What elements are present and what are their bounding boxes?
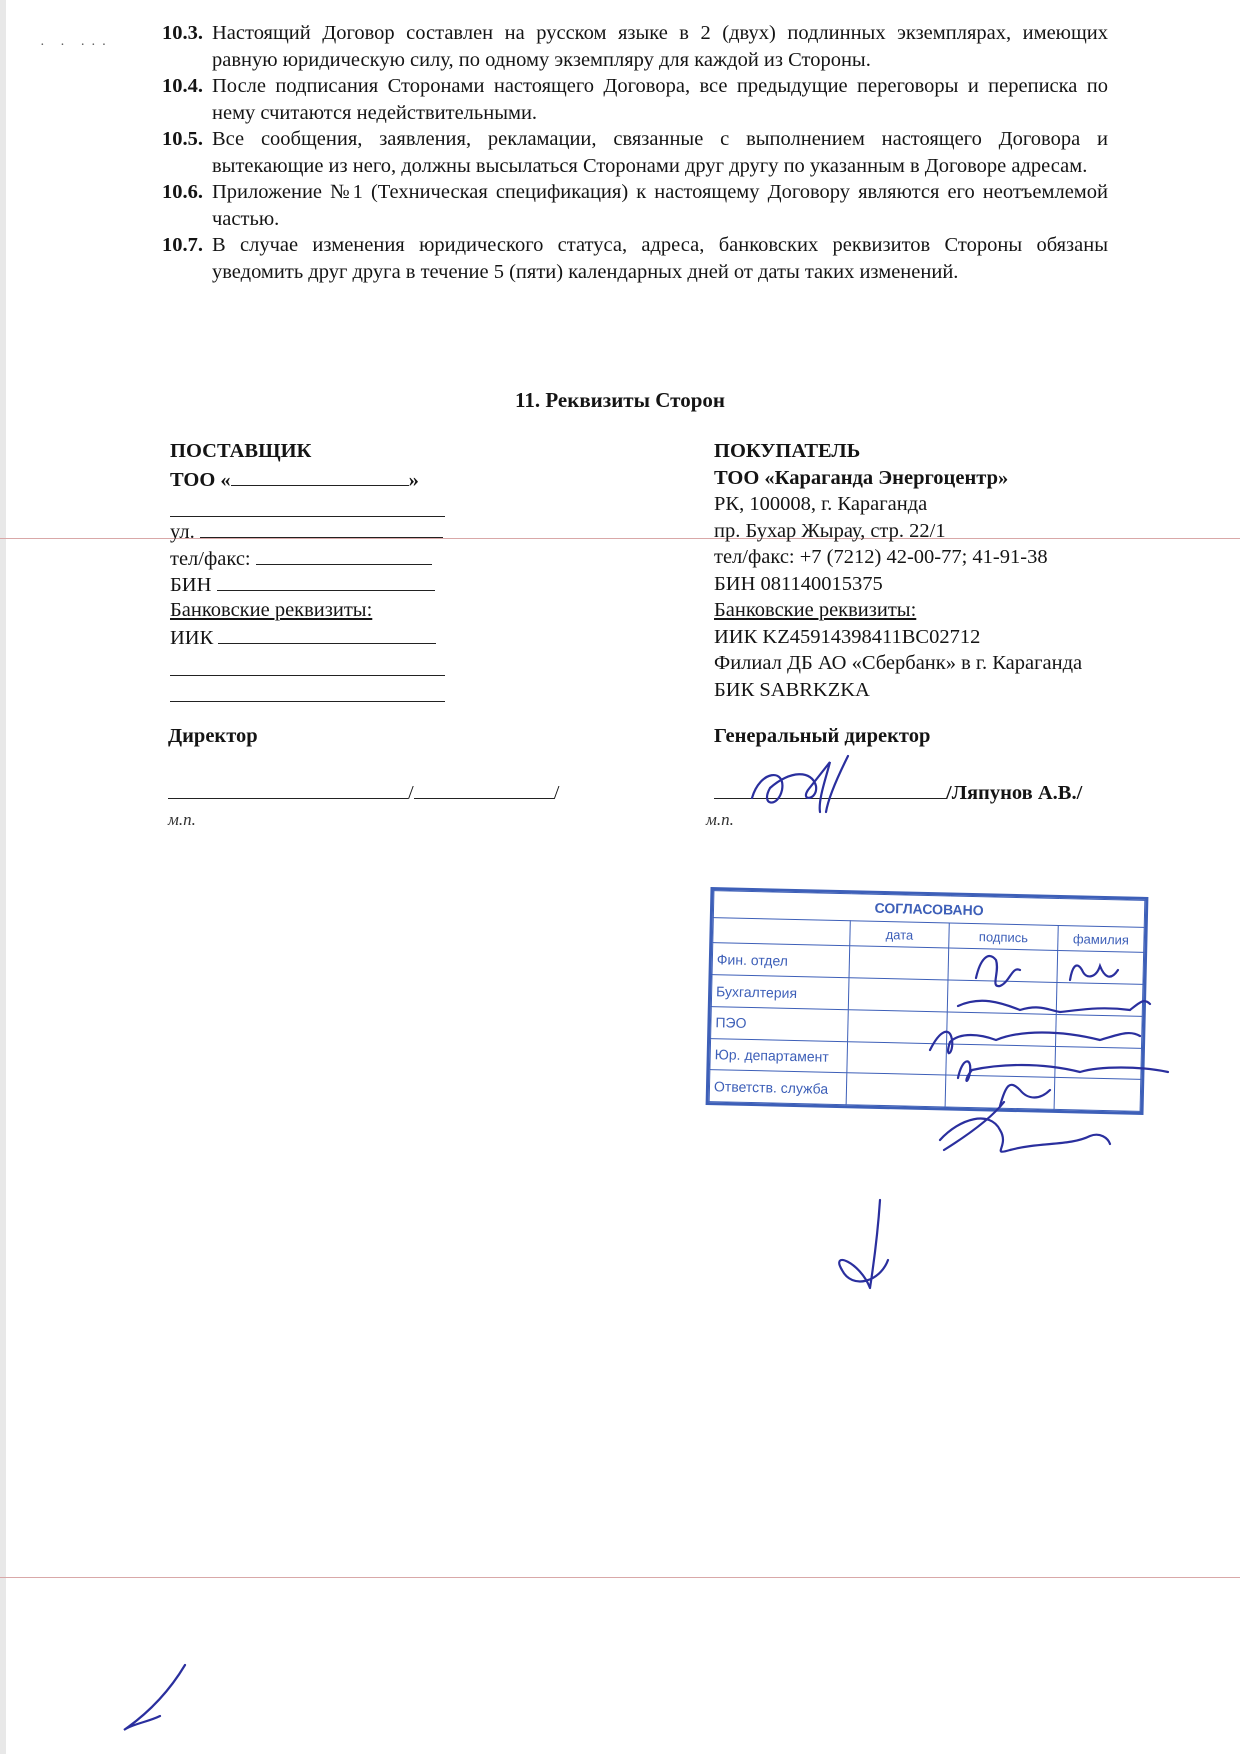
corner-initial [124,1665,185,1730]
buyer-address2: пр. Бухар Жырау, стр. 22/1 [714,519,946,542]
supplier-phone-line [170,544,470,571]
scan-edge [0,0,6,1754]
supplier-phone-blank [256,544,432,565]
stamp-row-label: ПЭО [711,1006,849,1041]
section-title: 11. Реквизиты Сторон [515,388,725,412]
guide-line-bottom [0,1577,1240,1578]
scan-marks: · · ··· [40,38,113,53]
stamp-header-blank [713,918,851,946]
stamp-header-signature: подпись [949,923,1059,951]
approval-stamp [706,887,1149,1115]
buyer-bin: БИН 081140015375 [714,572,883,595]
supplier-name-prefix: ТОО « [170,468,231,491]
supplier-iik-line [170,623,470,650]
supplier-stamp-place: м.п. [168,810,196,829]
clause-text: В случае изменения юридического статуса, адреса, банковских реквизитов Стороны обязаны уведомить друг друга в течение 5 (пяти) календарных дней от даты таких изменений. [212,234,1108,283]
clause-10-7 [162,232,1108,285]
clause-10-4 [162,73,1108,126]
clause-number: 10.7. [162,234,203,256]
clause-number: 10.6. [162,181,203,203]
signature-blank [168,778,408,799]
supplier-bin-label: БИН [170,574,212,596]
approval-stamp-title: СОГЛАСОВАНО [713,891,1145,928]
buyer-name: ТОО «Караганда Энергоцентр» [714,466,1009,489]
buyer-stamp-place: м.п. [706,810,734,829]
stamp-row-label: Юр. департамент [710,1038,848,1073]
stamp-row-label: Фин. отдел [712,943,850,978]
buyer-signer-title: Генеральный директор [714,725,931,747]
initial-mark [839,1200,888,1288]
stamp-row-label: Ответств. служба [709,1070,847,1105]
clause-number: 10.3. [162,22,203,44]
clause-text: Все сообщения, заявления, рекламации, связанные с выполнением настоящего Договора и вытекающие из него, должны высылаться Сторонами друг другу по указанным в Договоре адресам. [212,128,1108,177]
buyer-signature-line [714,778,1082,805]
supplier-bin-line [170,570,470,597]
contract-clauses [162,20,1108,285]
supplier-iik-label: ИИК [170,627,214,649]
buyer-phone: тел/факс: +7 (7212) 42-00-77; 41-91-38 [714,546,1048,568]
buyer-bank: Филиал ДБ АО «Сбербанк» в г. Караганда [714,652,1083,674]
clause-text: Приложение №1 (Техническая спецификация) к настоящему Договору являются его неотъемлемой частью. [212,181,1108,230]
clause-text: Настоящий Договор составлен на русском языке в 2 (двух) подлинных экземплярах, имеющих равную юридическую силу, по одному экземпляру для каждой из Стороны. [212,22,1108,71]
signature-blank [714,778,946,799]
clause-10-3 [162,20,1108,73]
buyer-address1: РК, 100008, г. Караганда [714,493,928,515]
stamp-header-date: дата [850,921,950,948]
name-blank [414,778,554,799]
clause-10-5 [162,126,1108,179]
supplier-street-label: ул. [170,521,195,543]
clause-text: После подписания Сторонами настоящего Договора, все предыдущие переговоры и переписка по нему считаются недействительными. [212,75,1108,124]
stamp-header-surname: фамилия [1058,926,1145,953]
supplier-blank-line [170,676,445,702]
supplier-bin-blank [217,570,435,591]
supplier-details [170,438,470,702]
buyer-signer-name: /Ляпунов А.В./ [946,782,1083,804]
supplier-phone-label: тел/факс: [170,547,251,570]
supplier-street-line [170,517,470,544]
supplier-street-blank [200,517,443,538]
supplier-name-suffix: » [408,468,419,491]
supplier-role: ПОСТАВЩИК [170,440,312,462]
buyer-details [714,438,1144,703]
supplier-blank-line [170,491,445,517]
stamp-row-label: Бухгалтерия [711,975,849,1010]
buyer-bik: БИК SABRKZKA [714,678,870,701]
supplier-iik-blank [218,623,436,644]
supplier-signature-line: / / [168,778,559,805]
supplier-bank-label: Банковские реквизиты: [170,598,373,621]
supplier-name-blank [231,465,409,486]
supplier-name-line [170,465,470,492]
clause-number: 10.4. [162,75,203,97]
clause-number: 10.5. [162,128,203,150]
buyer-iik: ИИК KZ45914398411BC02712 [714,625,981,648]
supplier-signer-title: Директор [168,725,258,747]
supplier-blank-line [170,650,445,676]
clause-10-6 [162,179,1108,232]
buyer-bank-label: Банковские реквизиты: [714,599,917,621]
buyer-role: ПОКУПАТЕЛЬ [714,440,861,462]
